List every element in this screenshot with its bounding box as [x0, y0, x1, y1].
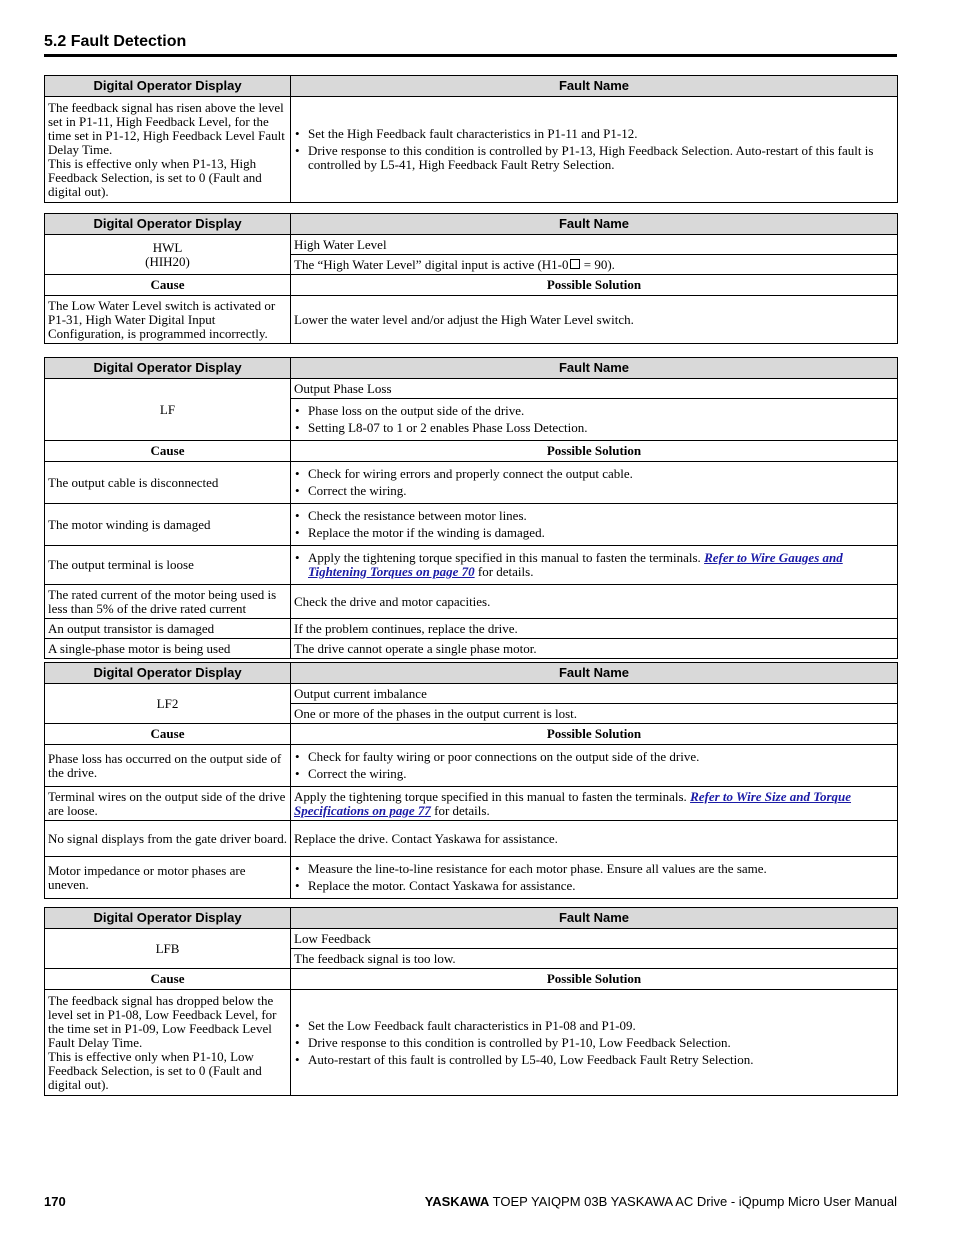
- solution-text: for details.: [474, 564, 534, 579]
- col-header-fault-name: Fault Name: [291, 358, 898, 379]
- solution-text: Apply the tightening torque specified in this manual to fasten the terminals.: [308, 550, 705, 565]
- col-header-fault-name: Fault Name: [291, 663, 898, 684]
- table-row: [45, 546, 898, 585]
- col-header-cause: Cause: [45, 724, 291, 745]
- description-bullet: • Setting L8-07 to 1 or 2 enables Phase Loss Detection.: [294, 421, 894, 435]
- display-code: HWL: [152, 239, 183, 255]
- solution-bullet: • Check for wiring errors and properly connect the output cable.: [294, 467, 894, 481]
- cause-text: The feedback signal has dropped below the level set in P1-08, Low Feedback Level, for the time set in P1-09, Low Feedback Level Fault Delay Time.: [48, 992, 277, 1050]
- description-bullet: • Phase loss on the output side of the drive.: [294, 404, 894, 418]
- cross-reference-link[interactable]: Refer to Wire Size and Torque Specifications on page 77: [294, 788, 852, 818]
- solution-cell: [291, 857, 898, 899]
- col-header-cause: Cause: [45, 275, 291, 296]
- section-rule: [44, 54, 897, 57]
- solution-bullet: • Set the Low Feedback fault characteristics in P1-08 and P1-09.: [294, 1019, 894, 1033]
- display-code: LF: [45, 379, 291, 441]
- cause-cell: No signal displays from the gate driver board.: [45, 821, 291, 857]
- solution-cell: [291, 504, 898, 546]
- cross-reference-link[interactable]: Refer to Wire Gauges and Tightening Torques on page 70: [308, 550, 843, 579]
- cause-text: The feedback signal has risen above the level set in P1-11, High Feedback Level, for the time set in P1-12, High Feedback Level Fault Delay Time.: [48, 99, 285, 157]
- display-code: LFB: [45, 929, 291, 969]
- col-header-display: Digital Operator Display: [45, 663, 291, 684]
- fault-table-lfb: [44, 907, 898, 1096]
- solution-cell: [291, 97, 898, 203]
- col-header-cause: Cause: [45, 441, 291, 462]
- solution-cell: [291, 787, 898, 821]
- table-row: [45, 462, 898, 504]
- col-header-display: Digital Operator Display: [45, 908, 291, 929]
- table-row: [45, 619, 898, 639]
- col-header-fault-name: Fault Name: [291, 908, 898, 929]
- cause-cell: The Low Water Level switch is activated or P1-31, High Water Digital Input Configuration, is programmed incorrectly.: [45, 296, 291, 344]
- col-header-solution: Possible Solution: [291, 969, 898, 990]
- fault-description: [291, 399, 898, 441]
- col-header-display: Digital Operator Display: [45, 358, 291, 379]
- cause-text: This is effective only when P1-13, High Feedback Selection, is set to 0 (Fault and digital out).: [48, 155, 262, 199]
- col-header-solution: Possible Solution: [291, 275, 898, 296]
- solution-text: Apply the tightening torque specified in this manual to fasten the terminals.: [294, 788, 691, 804]
- solution-bullet: • Check the resistance between motor lines.: [294, 509, 894, 523]
- col-header-fault-name: Fault Name: [291, 76, 898, 97]
- cause-cell: A single-phase motor is being used: [45, 639, 291, 659]
- solution-bullet: • Replace the motor if the winding is damaged.: [294, 526, 894, 540]
- solution-cell: Replace the drive. Contact Yaskawa for assistance.: [291, 821, 898, 857]
- fault-name: Output Phase Loss: [291, 379, 898, 399]
- solution-bullet: • Auto-restart of this fault is controlled by L5-40, Low Feedback Fault Retry Selection.: [294, 1053, 894, 1067]
- col-header-display: Digital Operator Display: [45, 76, 291, 97]
- table-row: [45, 585, 898, 619]
- fault-description: The feedback signal is too low.: [291, 949, 898, 969]
- solution-bullet: • Measure the line-to-line resistance for each motor phase. Ensure all values are the same.: [294, 862, 894, 876]
- fault-description-text: The “High Water Level” digital input is active (H1-0: [294, 256, 569, 272]
- page-number: 170: [44, 1194, 66, 1209]
- table-row: [45, 504, 898, 546]
- fault-table-hwl: [44, 213, 898, 344]
- fault-table-lf: [44, 357, 898, 659]
- cause-cell: Motor impedance or motor phases are uneven.: [45, 857, 291, 899]
- fault-name: Output current imbalance: [291, 684, 898, 704]
- cause-cell: [45, 97, 291, 203]
- solution-cell: If the problem continues, replace the drive.: [291, 619, 898, 639]
- footer-doc-text: TOEP YAIQPM 03B YASKAWA AC Drive - iQpump Micro User Manual: [489, 1194, 897, 1209]
- solution-bullet: [294, 551, 894, 579]
- footer-document-title: [425, 1194, 897, 1209]
- col-header-cause: Cause: [45, 969, 291, 990]
- fault-name: Low Feedback: [291, 929, 898, 949]
- fault-name: High Water Level: [291, 235, 898, 255]
- fault-description: One or more of the phases in the output current is lost.: [291, 704, 898, 724]
- cause-cell: Phase loss has occurred on the output side of the drive.: [45, 745, 291, 787]
- display-code-alt: (HIH20): [145, 253, 190, 269]
- solution-cell: [291, 462, 898, 504]
- display-code: LF2: [45, 684, 291, 724]
- solution-bullet: • Drive response to this condition is controlled by P1-13, High Feedback Selection. Auto-restart of this fault is controlled by L5-41, High Feedback Fault Retry Selection.: [294, 144, 894, 172]
- solution-cell: Check the drive and motor capacities.: [291, 585, 898, 619]
- solution-cell: [291, 745, 898, 787]
- solution-bullet: • Set the High Feedback fault characteristics in P1-11 and P1-12.: [294, 127, 894, 141]
- table-row: [45, 639, 898, 659]
- col-header-solution: Possible Solution: [291, 724, 898, 745]
- col-header-fault-name: Fault Name: [291, 214, 898, 235]
- table-row: [45, 787, 898, 821]
- table-row: [45, 745, 898, 787]
- col-header-display: Digital Operator Display: [45, 214, 291, 235]
- solution-cell: Lower the water level and/or adjust the High Water Level switch.: [291, 296, 898, 344]
- cause-cell: [45, 990, 291, 1096]
- cause-cell: The rated current of the motor being used is less than 5% of the drive rated current: [45, 585, 291, 619]
- cause-text: This is effective only when P1-10, Low Feedback Selection, is set to 0 (Fault and digital out).: [48, 1048, 262, 1092]
- cause-cell: The output terminal is loose: [45, 546, 291, 585]
- solution-bullet: • Check for faulty wiring or poor connections on the output side of the drive.: [294, 750, 894, 764]
- solution-bullet: • Drive response to this condition is controlled by P1-10, Low Feedback Selection.: [294, 1036, 894, 1050]
- fault-table-lf2: [44, 662, 898, 899]
- solution-bullet: • Replace the motor. Contact Yaskawa for assistance.: [294, 879, 894, 893]
- solution-bullet: • Correct the wiring.: [294, 484, 894, 498]
- section-title: 5.2 Fault Detection: [44, 33, 187, 50]
- cause-cell: The output cable is disconnected: [45, 462, 291, 504]
- fault-table-high-feedback: [44, 75, 898, 203]
- col-header-solution: Possible Solution: [291, 441, 898, 462]
- fault-description-text: = 90).: [580, 256, 615, 272]
- solution-cell: [291, 990, 898, 1096]
- solution-bullet: • Correct the wiring.: [294, 767, 894, 781]
- table-row: [45, 821, 898, 857]
- cause-cell: An output transistor is damaged: [45, 619, 291, 639]
- solution-cell: The drive cannot operate a single phase motor.: [291, 639, 898, 659]
- fault-description: [291, 255, 898, 275]
- solution-text: for details.: [430, 802, 490, 818]
- cause-cell: The motor winding is damaged: [45, 504, 291, 546]
- footer-brand: YASKAWA: [424, 1194, 490, 1209]
- table-row: [45, 857, 898, 899]
- display-code-cell: [45, 235, 291, 275]
- solution-cell: [291, 546, 898, 585]
- placeholder-square-icon: [570, 259, 580, 269]
- cause-cell: Terminal wires on the output side of the drive are loose.: [45, 787, 291, 821]
